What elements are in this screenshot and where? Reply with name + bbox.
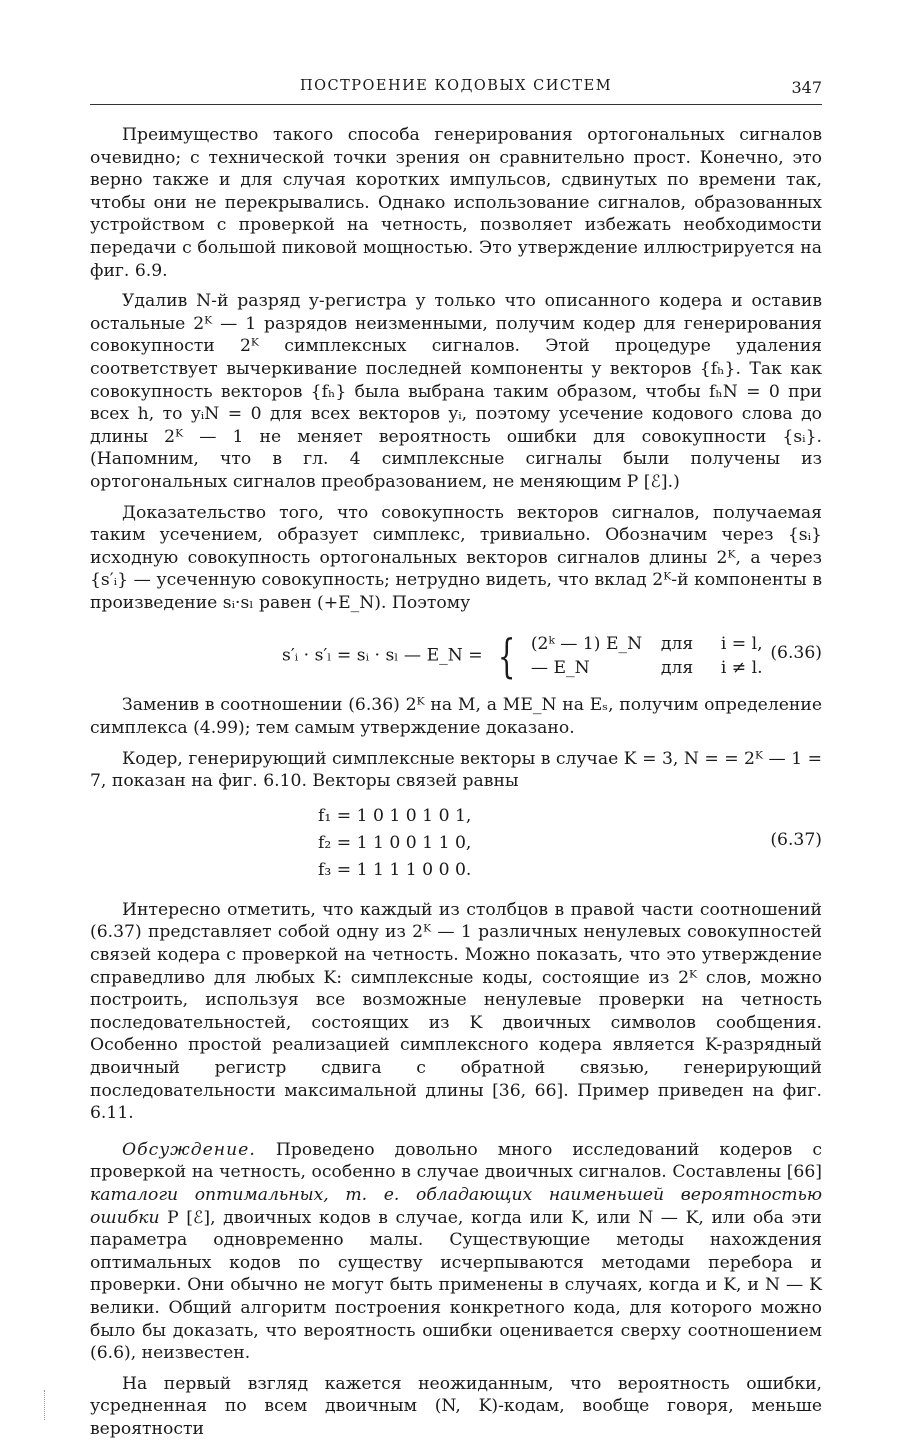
equation-6-37: [90, 801, 822, 887]
margin-mark: [44, 1390, 45, 1420]
header-rule: [90, 104, 822, 105]
page-number: 347: [791, 78, 822, 97]
vector-f2: f₂ = 1 1 0 0 1 1 0,: [318, 832, 472, 853]
case-2-word: для: [660, 658, 694, 679]
case-1-condition: i = l,: [720, 634, 763, 655]
paragraph-7: [90, 1139, 822, 1365]
case-2-condition: i ≠ l.: [720, 658, 763, 679]
equation-6-36-lhs: s′ᵢ · s′ₗ = sᵢ · sₗ — E_N =: [282, 645, 483, 666]
case-1-word: для: [660, 634, 694, 655]
paragraph-4: Заменив в соотношении (6.36) 2ᴷ на M, а ME_N на Eₛ, получим определение симплекса (4.99); тем самым утверждение доказано.: [90, 695, 822, 739]
equation-6-37-rows: [318, 803, 471, 884]
equation-6-37-number: (6.37): [770, 829, 822, 850]
discussion-lead: Обсуждение.: [122, 1139, 256, 1160]
paragraph-3: Доказательство того, что совокупность векторов сигналов, получаемая таким усечением, образует симплекс, тривиально. Обозначим через {sᵢ} исходную совокупность ортогональных векторов сигналов длины 2ᴷ, а через {s′ᵢ} — усеченную совокупность; нетрудно видеть, что вклад 2ᴷ-й компоненты в произведение sᵢ·sₗ равен (+E_N). Поэтому: [90, 502, 822, 613]
paragraph-7-part-b: P [ℰ], двоичных кодов в случае, когда или K, или N — K, или оба эти параметра одновременно малы. Существующие методы нахождения оптимальных кодов по существу исчерпываются методами перебора и проверки. Они обычно не могут быть применены в случаях, когда и K, и N — K велики. Общий алгоритм построения конкретного кода, для которого можно было бы доказать, что вероятность ошибки оценивается сверху соотношением (6.6), неизвестен.: [90, 1207, 822, 1364]
paragraph-1: Преимущество такого способа генерирования ортогональных сигналов очевидно; с технической точки зрения он сравнительно прост. Конечно, это верно также и для случая коротких импульсов, сдвинутых по времени так, чтобы они не перекрывались. Однако использование сигналов, образованных устройством с проверкой на четность, позволяет избежать необходимости передачи с большой пиковой мощностью. Это утверждение иллюстрируется на фиг. 6.9.: [90, 125, 822, 281]
paragraph-6: Интересно отметить, что каждый из столбцов в правой части соотношений (6.37) представляет собой одну из 2ᴷ — 1 различных ненулевых совокупностей связей кодера с проверкой на четность. Можно показать, что это утверждение справедливо для любых K: симплексные коды, состоящие из 2ᴷ слов, можно построить, используя все возможные ненулевые проверки на четность последовательностей, состоящих из K двоичных символов сообщения. Особенно простой реализацией симплексного кодера является K-разрядный двоичный регистр сдвига с обратной связью, генерирующий последовательности максимальной длины [36, 66]. Пример приведен на фиг. 6.11.: [90, 899, 822, 1124]
left-brace: {: [497, 629, 516, 684]
paragraph-7-italic: каталоги оптимальных, т. е. обладающих наименьшей вероятностью ошибки: [90, 1184, 822, 1228]
vector-f3: f₃ = 1 1 1 1 0 0 0.: [318, 859, 472, 880]
equation-6-36-body: [282, 629, 763, 684]
vector-f1: f₁ = 1 0 1 0 1 0 1,: [318, 805, 472, 826]
paragraph-7-part-a: Проведено довольно много исследований кодеров с проверкой на четность, особенно в случае двоичных сигналов. Составлены [66]: [90, 1139, 822, 1183]
running-title: ПОСТРОЕНИЕ КОДОВЫХ СИСТЕМ: [299, 78, 613, 94]
equation-6-36-number: (6.36): [770, 643, 822, 664]
paragraph-8: На первый взгляд кажется неожиданным, что вероятность ошибки, усредненная по всем двоичным (N, K)-кодам, вообще говоря, меньше вероятности: [90, 1373, 822, 1439]
paragraph-5: Кодер, генерирующий симплексные векторы в случае K = 3, N = = 2ᴷ — 1 = 7, показан на фиг. 6.10. Векторы связей равны: [90, 748, 822, 792]
case-2-expression: — E_N: [530, 658, 590, 679]
case-1-expression: (2ᵏ — 1) E_N: [530, 634, 643, 655]
equation-6-36: [90, 622, 822, 686]
running-header: [90, 78, 822, 102]
paragraph-2: Удалив N-й разряд y-регистра у только что описанного кодера и оставив остальные 2ᴷ — 1 разрядов неизменными, получим кодер для генерирования совокупности 2ᴷ симплексных сигналов. Этой процедуре удаления соответствует вычеркивание последней компоненты у векторов {fₕ}. Так как совокупность векторов {fₕ} была выбрана таким образом, чтобы fₕN = 0 при всех h, то yᵢN = 0 для всех векторов yᵢ, поэтому усечение кодового слова до длины 2ᴷ — 1 не меняет вероятность ошибки для совокупности {sᵢ}. (Напомним, что в гл. 4 симплексные сигналы были получены из ортогональных сигналов преобразованием, не меняющим P [ℰ].): [90, 291, 822, 492]
text-body: [90, 124, 822, 1449]
equation-6-36-cases: [531, 632, 763, 680]
